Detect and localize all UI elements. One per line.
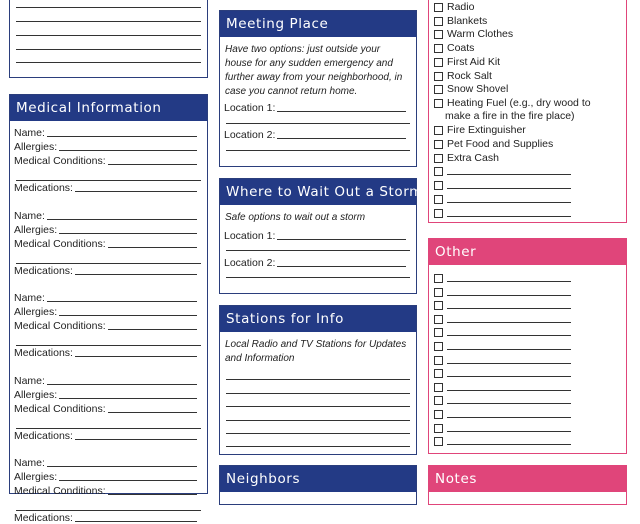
blank-checklist-item[interactable] — [434, 207, 618, 220]
medications-field[interactable] — [14, 264, 197, 277]
write-line[interactable] — [447, 403, 571, 404]
medications-label: Medications: — [14, 429, 73, 442]
name-label: Name: — [14, 457, 45, 469]
checklist-item-label: Heating Fuel (e.g., dry wood to — [447, 96, 591, 109]
write-line[interactable] — [447, 202, 571, 203]
write-line[interactable] — [226, 379, 410, 380]
medical-information-section — [9, 94, 208, 524]
write-line[interactable] — [447, 417, 571, 418]
other-title: Other — [429, 239, 626, 265]
wait-out-storm-section — [219, 178, 423, 294]
location-2-field[interactable] — [224, 128, 406, 141]
write-line[interactable] — [447, 188, 571, 189]
write-line[interactable] — [226, 420, 410, 421]
allergies-field[interactable] — [14, 388, 197, 401]
medications-label: Medications: — [14, 347, 73, 359]
notes-section — [428, 465, 627, 505]
blank-checklist-item[interactable] — [434, 193, 618, 206]
name-field[interactable] — [14, 291, 197, 304]
write-line[interactable] — [16, 510, 201, 511]
write-line[interactable] — [447, 376, 571, 377]
location-1-field[interactable] — [224, 101, 406, 114]
allergies-field[interactable] — [14, 305, 197, 318]
checkbox[interactable] — [434, 140, 443, 149]
checklist-item[interactable] — [434, 70, 618, 83]
checklist-item-label-cont: make a fire in the fire place) — [445, 109, 575, 122]
checklist-item[interactable] — [434, 138, 618, 151]
checklist-item[interactable] — [434, 1, 618, 14]
medical-conditions-field[interactable] — [14, 154, 197, 167]
stations-note: Local Radio and TV Stations for Updates and Information — [225, 339, 407, 364]
blank-checklist-item[interactable] — [434, 354, 618, 367]
blank-checklist-item[interactable] — [434, 286, 618, 299]
location-1-label: Location 1: — [224, 230, 276, 242]
checkbox[interactable] — [434, 301, 443, 310]
medications-field[interactable] — [14, 346, 197, 359]
checkbox[interactable] — [434, 396, 443, 405]
location-2-field[interactable] — [224, 256, 406, 269]
blank-checklist-item[interactable] — [434, 394, 618, 407]
blank-checklist-item[interactable] — [434, 422, 618, 435]
checklist-item[interactable] — [434, 42, 618, 55]
checklist-item-label: First Aid Kit — [447, 55, 501, 68]
allergies-label: Allergies: — [14, 388, 58, 401]
allergies-label: Allergies: — [14, 141, 58, 153]
write-line[interactable] — [447, 295, 571, 296]
checklist-item-label: Coats — [447, 42, 475, 55]
write-line[interactable] — [16, 263, 201, 264]
checkbox[interactable] — [434, 99, 443, 108]
allergies-label: Allergies: — [14, 223, 58, 236]
name-label: Name: — [14, 127, 45, 139]
other-section — [428, 238, 627, 454]
write-line[interactable] — [447, 322, 571, 323]
medications-label: Medications: — [14, 182, 73, 194]
checklist-item-label: Blankets — [447, 14, 488, 27]
name-field[interactable] — [14, 126, 197, 139]
medical-conditions-label: Medical Conditions: — [14, 155, 106, 167]
write-line[interactable] — [16, 62, 201, 63]
checklist-item-label: Extra Cash — [447, 151, 499, 164]
checkbox[interactable] — [434, 383, 443, 392]
write-line[interactable] — [226, 250, 410, 251]
location-1-field[interactable] — [224, 229, 406, 242]
location-1-label: Location 1: — [224, 102, 276, 114]
write-line[interactable] — [447, 335, 571, 336]
checklist-item-label: Fire Extinguisher — [447, 124, 526, 137]
checkbox[interactable] — [434, 72, 443, 81]
blank-checklist-item[interactable] — [434, 340, 618, 353]
checkbox[interactable] — [434, 424, 443, 433]
location-2-label: Location 2: — [224, 257, 276, 269]
medications-field[interactable] — [14, 181, 197, 194]
medications-field[interactable] — [14, 511, 197, 524]
checklist-item[interactable] — [434, 124, 618, 137]
checkbox[interactable] — [434, 342, 443, 351]
write-line[interactable] — [226, 393, 410, 394]
blank-checklist-item[interactable] — [434, 299, 618, 312]
write-line[interactable] — [447, 308, 571, 309]
write-line[interactable] — [16, 345, 201, 346]
medical-conditions-field[interactable] — [14, 402, 197, 415]
blank-checklist-item[interactable] — [434, 326, 618, 339]
top-left-lines-box — [9, 0, 208, 78]
medications-field[interactable] — [14, 429, 197, 442]
notes-title: Notes — [429, 466, 626, 492]
meeting-place-title: Meeting Place — [220, 11, 416, 37]
checkbox[interactable] — [434, 30, 443, 39]
allergies-field[interactable] — [14, 140, 197, 153]
write-line[interactable] — [226, 123, 410, 124]
medications-label: Medications: — [14, 512, 73, 524]
checkbox[interactable] — [434, 154, 443, 163]
checkbox[interactable] — [434, 209, 443, 218]
checklist-item[interactable] — [434, 28, 618, 41]
blank-checklist-item[interactable] — [434, 179, 618, 192]
checkbox[interactable] — [434, 328, 443, 337]
medical-conditions-field[interactable] — [14, 237, 197, 250]
medical-information-title: Medical Information — [10, 95, 207, 121]
wait-out-storm-title: Where to Wait Out a Storm — [220, 179, 416, 205]
checklist-item[interactable] — [434, 15, 618, 28]
medical-conditions-label: Medical Conditions: — [14, 237, 106, 250]
checkbox[interactable] — [434, 369, 443, 378]
blank-checklist-item[interactable] — [434, 381, 618, 394]
write-line[interactable] — [447, 390, 571, 391]
blank-checklist-item[interactable] — [434, 367, 618, 380]
checkbox[interactable] — [434, 410, 443, 419]
checkbox[interactable] — [434, 181, 443, 190]
wait-out-storm-note: Safe options to wait out a storm — [225, 212, 366, 223]
write-line[interactable] — [226, 277, 410, 278]
write-line[interactable] — [226, 406, 410, 407]
checklist-item[interactable] — [434, 56, 618, 69]
medical-conditions-label: Medical Conditions: — [14, 402, 106, 415]
checkbox[interactable] — [434, 58, 443, 67]
name-label: Name: — [14, 374, 45, 387]
checkbox[interactable] — [434, 288, 443, 297]
name-field[interactable] — [14, 374, 197, 387]
checkbox[interactable] — [434, 85, 443, 94]
name-label: Name: — [14, 209, 45, 222]
write-line[interactable] — [447, 431, 571, 432]
checklist-item-label: Warm Clothes — [447, 28, 514, 41]
blank-checklist-item[interactable] — [434, 408, 618, 421]
checkbox[interactable] — [434, 17, 443, 26]
checkbox[interactable] — [434, 356, 443, 365]
checkbox[interactable] — [434, 3, 443, 12]
write-line[interactable] — [226, 446, 410, 447]
stations-for-info-title: Stations for Info — [220, 306, 416, 332]
write-line[interactable] — [447, 174, 571, 175]
blank-checklist-item[interactable] — [434, 272, 618, 285]
write-line[interactable] — [447, 349, 571, 350]
write-line[interactable] — [16, 35, 201, 36]
blank-checklist-item[interactable] — [434, 313, 618, 326]
stations-for-info-section — [219, 305, 417, 455]
write-line[interactable] — [16, 7, 201, 8]
checkbox[interactable] — [434, 126, 443, 135]
name-field[interactable] — [14, 209, 197, 222]
checklist-item[interactable] — [434, 152, 618, 165]
name-field[interactable] — [14, 456, 197, 469]
medical-conditions-label: Medical Conditions: — [14, 485, 106, 497]
supplies-checklist-box — [428, 0, 627, 223]
allergies-label: Allergies: — [14, 471, 58, 483]
meeting-place-section — [219, 10, 417, 167]
write-line[interactable] — [16, 428, 201, 429]
write-line[interactable] — [16, 21, 201, 22]
name-label: Name: — [14, 292, 45, 304]
medications-label: Medications: — [14, 264, 73, 277]
checkbox[interactable] — [434, 44, 443, 53]
write-line[interactable] — [16, 49, 201, 50]
checklist-item-label: Snow Shovel — [447, 83, 509, 96]
allergies-field[interactable] — [14, 223, 197, 236]
write-line[interactable] — [447, 281, 571, 282]
write-line[interactable] — [226, 433, 410, 434]
write-line[interactable] — [447, 363, 571, 364]
checkbox[interactable] — [434, 437, 443, 446]
allergies-label: Allergies: — [14, 306, 58, 318]
allergies-field[interactable] — [14, 470, 197, 483]
checklist-item[interactable] — [434, 97, 618, 110]
checklist-item-label: Radio — [447, 1, 475, 13]
write-line[interactable] — [447, 444, 571, 445]
checkbox[interactable] — [434, 274, 443, 283]
medical-conditions-label: Medical Conditions: — [14, 320, 106, 332]
blank-checklist-item[interactable] — [434, 435, 618, 448]
checklist-item-label: Rock Salt — [447, 69, 492, 82]
medical-conditions-field[interactable] — [14, 319, 197, 332]
write-line[interactable] — [447, 216, 571, 217]
medical-conditions-field[interactable] — [14, 484, 197, 497]
write-line[interactable] — [16, 180, 201, 181]
checkbox[interactable] — [434, 195, 443, 204]
checklist-item-label: Pet Food and Supplies — [447, 138, 554, 150]
checkbox[interactable] — [434, 167, 443, 176]
neighbors-section — [219, 465, 417, 505]
meeting-place-note: Have two options: just outside your house for any sudden emergency and further away from your neighborhood, in case you cannot return home. — [225, 44, 403, 97]
checkbox[interactable] — [434, 315, 443, 324]
location-2-label: Location 2: — [224, 129, 276, 141]
blank-checklist-item[interactable] — [434, 165, 618, 178]
write-line[interactable] — [226, 150, 410, 151]
checklist-item[interactable] — [434, 83, 618, 96]
neighbors-title: Neighbors — [220, 466, 416, 492]
